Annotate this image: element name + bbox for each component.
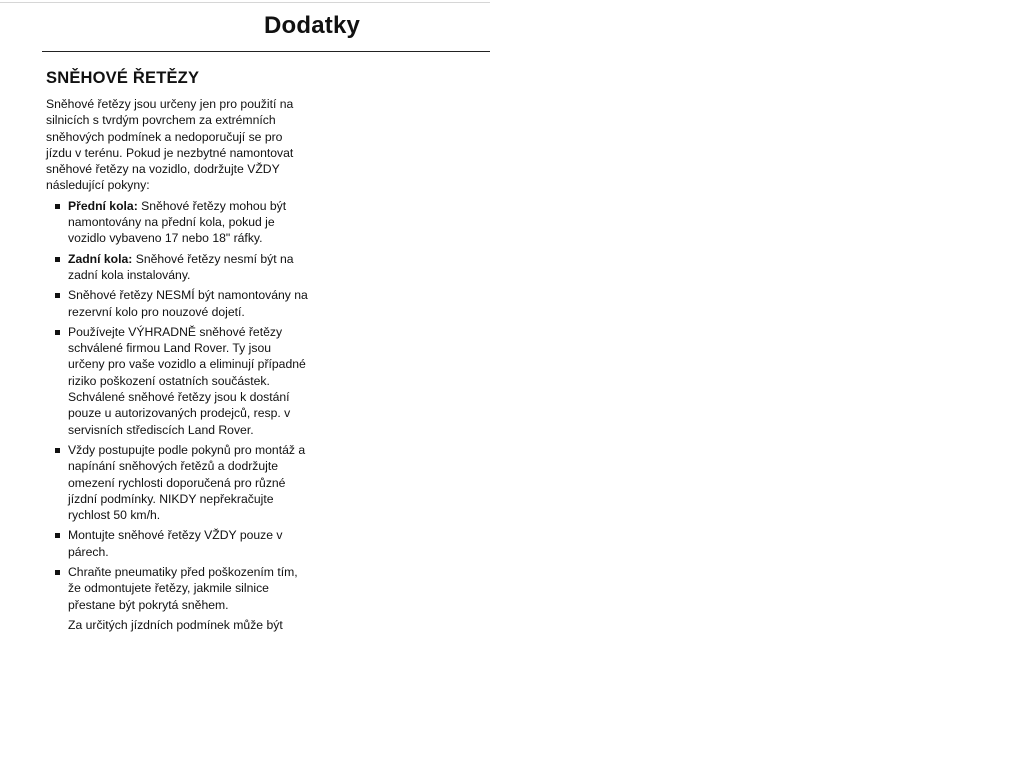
square-bullet-icon [55,293,60,298]
bullet-text: Sněhové řetězy mohou být namontovány na přední kola, pokud je vozidlo vybaveno 17 nebo 18" ráfky. [68,198,287,246]
square-bullet-icon [55,448,60,453]
bullet-list [46,198,308,613]
bullet-item-pairs [46,527,308,560]
intro-paragraph: Sněhové řetězy jsou určeny jen pro použití na silnicích s tvrdým povrchem za extrémních sněhových podmínek a nedoporučují se pro jízdu v terénu. Pokud je nezbytné namontovat sněhové řetězy na vozidlo, dodržujte VŽDY následující pokyny: [46,97,294,193]
square-bullet-icon [55,257,60,262]
square-bullet-icon [55,570,60,575]
bullet-text: Sněhové řetězy nesmí být na zadní kola instalovány. [68,251,294,282]
bullet-text: Vždy postupujte podle pokynů pro montáž a napínání sněhových řetězů a dodržujte omezení rychlosti doporučená pro různé jízdní podmínky. NIKDY nepřekračujte rychlost 50 km/h. [68,442,306,523]
bullet-item-protect-tyres [46,564,308,613]
main-content [46,67,308,633]
bullet-bold-label: Přední kola: [68,198,138,213]
bullet-item-spare-wheel [46,287,308,320]
page-title: Dodatky [264,12,361,39]
square-bullet-icon [55,330,60,335]
title-divider [42,51,490,52]
continuation-text: Za určitých jízdních podmínek může být [68,617,283,632]
top-divider [0,2,490,3]
bullet-item-rear-wheels [46,251,308,284]
bullet-text: Sněhové řetězy NESMÍ být namontovány na rezervní kolo pro nouzové dojetí. [68,288,308,319]
square-bullet-icon [55,533,60,538]
bullet-text: Používejte VÝHRADNĚ sněhové řetězy schválené firmou Land Rover. Ty jsou určeny pro vaše vozidlo a eliminují případné riziko poškození ostatních součástek. Schválené sněhové řetězy jsou k dostání pouze u autorizovaných prodejců, resp. v servisních střediscích Land Rover. [68,324,306,437]
square-bullet-icon [55,204,60,209]
bullet-text: Chraňte pneumatiky před poškozením tím, že odmontujete řetězy, jakmile silnice přestane být pokrytá sněhem. [68,565,298,612]
bullet-text: Montujte sněhové řetězy VŽDY pouze v párech. [68,528,283,559]
bullet-bold-label: Zadní kola: [68,251,133,266]
section-heading: SNĚHOVÉ ŘETĚZY [46,69,200,87]
bullet-item-speed-limit [46,442,308,523]
bullet-item-approved-chains [46,324,308,438]
bullet-item-front-wheels [46,198,308,247]
